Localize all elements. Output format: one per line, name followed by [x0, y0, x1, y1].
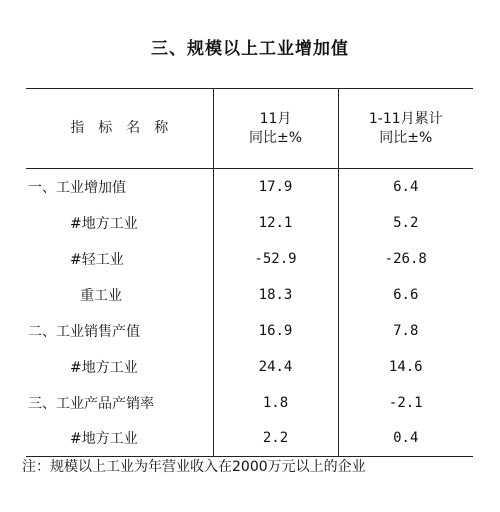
row-cumulative-value: 5.2	[338, 205, 473, 241]
table-row	[26, 421, 473, 457]
header-cumulative-line1: 1-11月累计	[368, 110, 443, 127]
header-month-line2: 同比±%	[248, 129, 303, 146]
header-row	[26, 89, 473, 169]
row-label: 二、工业销售产值	[28, 323, 140, 340]
row-label: 一、工业增加值	[28, 179, 126, 196]
table-row	[26, 277, 473, 313]
row-month-value: -52.9	[213, 241, 338, 277]
row-cumulative-value: 6.6	[338, 277, 473, 313]
table-row	[26, 241, 473, 277]
row-month-value: 16.9	[213, 313, 338, 349]
header-indicator-label: 指标名称	[70, 120, 183, 136]
table-header	[26, 89, 473, 169]
row-cumulative-value: 6.4	[338, 169, 473, 205]
footnote: 注：规模以上工业为年营业收入在2000万元以上的企业	[22, 459, 366, 475]
row-month-value: 18.3	[213, 277, 338, 313]
header-month-yoy	[213, 89, 338, 169]
row-label: 重工业	[80, 287, 122, 304]
header-month-line1: 11月	[259, 110, 292, 127]
table-row	[26, 313, 473, 349]
row-cumulative-value: 14.6	[338, 349, 473, 385]
row-label: #地方工业	[70, 215, 138, 232]
row-month-value: 1.8	[213, 385, 338, 421]
page-title: 三、规模以上工业增加值	[151, 39, 349, 59]
row-cumulative-value: 7.8	[338, 313, 473, 349]
row-cumulative-value: 0.4	[338, 421, 473, 457]
header-indicator-name	[26, 89, 213, 169]
row-month-value: 2.2	[213, 421, 338, 457]
row-month-value: 12.1	[213, 205, 338, 241]
table-row	[26, 169, 473, 205]
table-row	[26, 385, 473, 421]
table-row	[26, 349, 473, 385]
row-cumulative-value: -26.8	[338, 241, 473, 277]
table-body	[26, 169, 473, 457]
row-month-value: 17.9	[213, 169, 338, 205]
row-cumulative-value: -2.1	[338, 385, 473, 421]
table-row	[26, 205, 473, 241]
row-month-value: 24.4	[213, 349, 338, 385]
statistics-table	[26, 88, 473, 457]
header-cumulative-yoy	[338, 89, 473, 169]
header-cumulative-line2: 同比±%	[379, 129, 433, 146]
row-label: #地方工业	[70, 431, 138, 448]
row-label: #地方工业	[70, 359, 138, 376]
row-label: 三、工业产品产销率	[28, 395, 154, 412]
row-label: #轻工业	[70, 251, 124, 268]
